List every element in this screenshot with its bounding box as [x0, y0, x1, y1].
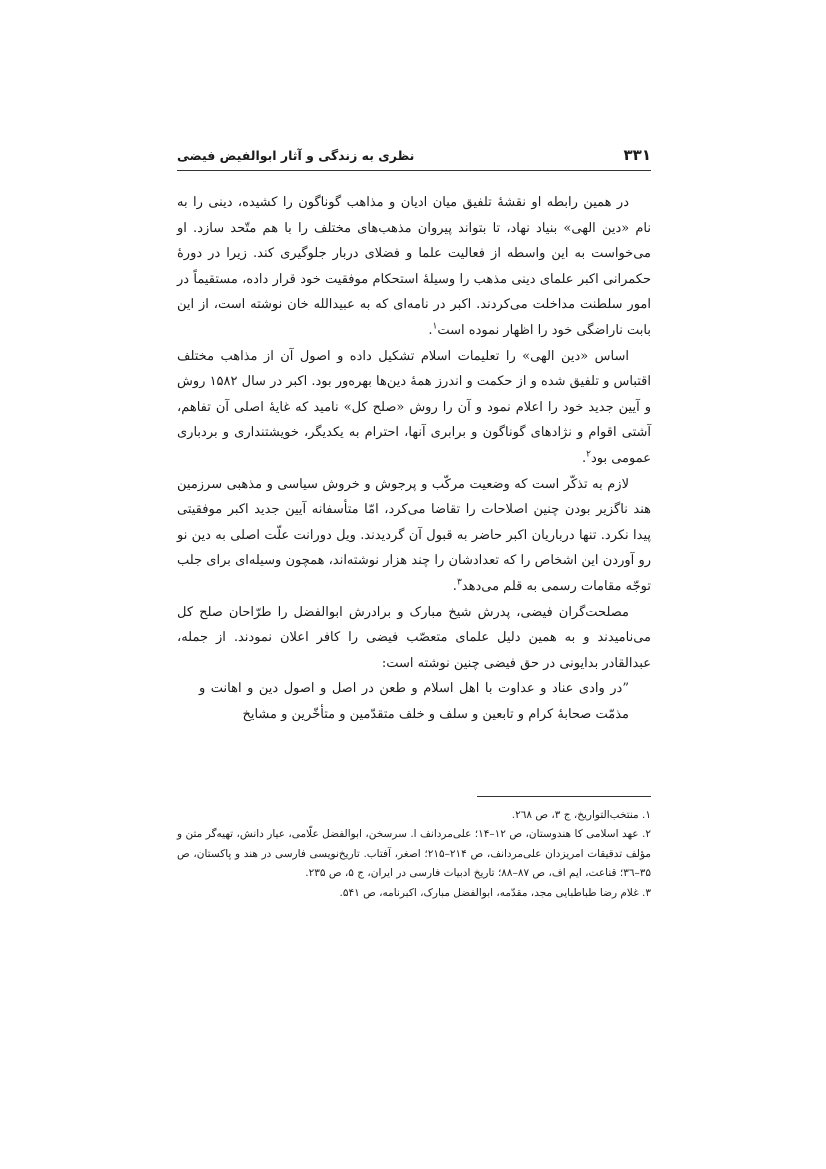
block-quote: ”در وادی عناد و عداوت با اهل اسلام و طعن در اصل و اصول دین و اهانت و مذمّت صحابهٔ کرام و تابعین و سلف و خلف متقدّمین و متأخّرین و مشایخ: [199, 681, 629, 722]
footnote-marker: ۱: [432, 321, 438, 332]
paragraph-4: [177, 600, 651, 677]
paragraph-text: مصلحت‌گران فیضی، پدرش شیخ مبارک و برادرش ابوالفضل را طرّاحان صلح کل می‌نامیدند و به همین دلیل علمای متعصّب فیضی را کافر اعلان نمودند. از جمله، عبدالقادر بدایونی در حق فیضی چنین نوشته است:: [177, 604, 651, 671]
main-text: [177, 190, 651, 727]
footnote-marker: ۳: [456, 577, 462, 588]
footnote-2: ۲. عهد اسلامی کا هندوستان، ص ۱۲–۱۴؛ علی‌مردانف ا. سرسخن، ابوالفضل علّامی، عیار دانش، تهیه‌گر متن و مؤلف تدقیقات امریزدان علی‌مردانف، ص ۲۱۴–۲۱۵؛ اصغر، آفتاب. تاریخ‌نویسی فارسی در هند و پاکستان، ص ۳۵–۳٦؛ قناعت، ایم اف، ص ۸۷–۸۸؛ تاریخ ادبیات فارسی در ایران، ج ۵، ص ۲۳۵.: [177, 828, 651, 880]
paragraph-1: [177, 190, 651, 344]
paragraph-2: [177, 344, 651, 472]
paragraph-text: در همین رابطه او نقشهٔ تلفیق میان ادیان و مذاهب گوناگون را کشیده، دینی را به نام «دین الهی» بنیاد نهاد، تا بتواند پیروان مذهب‌های مختلف را با هم متّحد سازد. او می‌خواست به این واسطه از فعالیت علما و فضلای دربار جلوگیری کند. زیرا در دورهٔ حکمرانی اکبر علمای دینی مذهب را وسیلهٔ استحکام موفقیت خود قرار داده، مستقیماً در امور سلطنت مداخلت می‌کردند. اکبر در نامه‌ای که به عبیدالله خان نوشته است، از این بابت ناراضگی خود را اظهار نموده است: [177, 195, 651, 338]
paragraph-end: .: [452, 578, 457, 594]
page-number: ۳۳۱: [623, 146, 651, 164]
paragraph-text: لازم به تذکّر است که وضعیت مرکّب و پرجوش و خروش سیاسی و مذهبی سرزمین هند ناگزیر بودن چنین اصلاحات را تقاضا می‌کرد، امّا متأسفانه آیین جدید اکبر موفقیتی پیدا نکرد. تنها درباریان اکبر حاضر به قبول آن گردیدند. ویل دورانت علّت اصلی به دین نو رو آوردن این اشخاص را که تعدادشان را چند هزار نوشته‌اند، همچون وسیله‌ای برای جلب توجّه مقامات رسمی به قلم می‌دهد: [177, 476, 651, 594]
footnote-marker: ۲: [586, 449, 591, 460]
paragraph-end: .: [428, 322, 433, 338]
paragraph-end: .: [581, 450, 587, 466]
footnote-1: ۱. منتخب‌التواریخ، ج ۳، ص ۲٦۸.: [511, 809, 651, 821]
running-title: نظری به زندگی و آثار ابوالفیض فیضی: [177, 147, 415, 163]
running-header: [177, 140, 651, 171]
paragraph-text: اساس «دین الهی» را تعلیمات اسلام تشکیل داده و اصول آن از مذاهب مختلف اقتباس و تلفیق شده و از حکمت و اندرز همهٔ دین‌ها بهره‌ور بود. اکبر در سال ۱۵۸۲ روش و آیین جدید خود را اعلام نمود و آن را روش «صلح کل» نامید که غایهٔ اصلی آن تفاهم، آشتی اقوام و نژادهای گوناگون و برابری آنها، احترام به یکدیگر، خویشتنداری و بردباری عمومی بود: [177, 348, 651, 466]
footnote-3: ۳. غلام رضا طباطبایی مجد، مقدّمه، ابوالفضل مبارک، اکبرنامه، ص ۵۴۱.: [339, 886, 651, 899]
footnote-separator: [477, 796, 651, 797]
footnotes: [177, 806, 651, 903]
paragraph-3: [177, 472, 651, 600]
